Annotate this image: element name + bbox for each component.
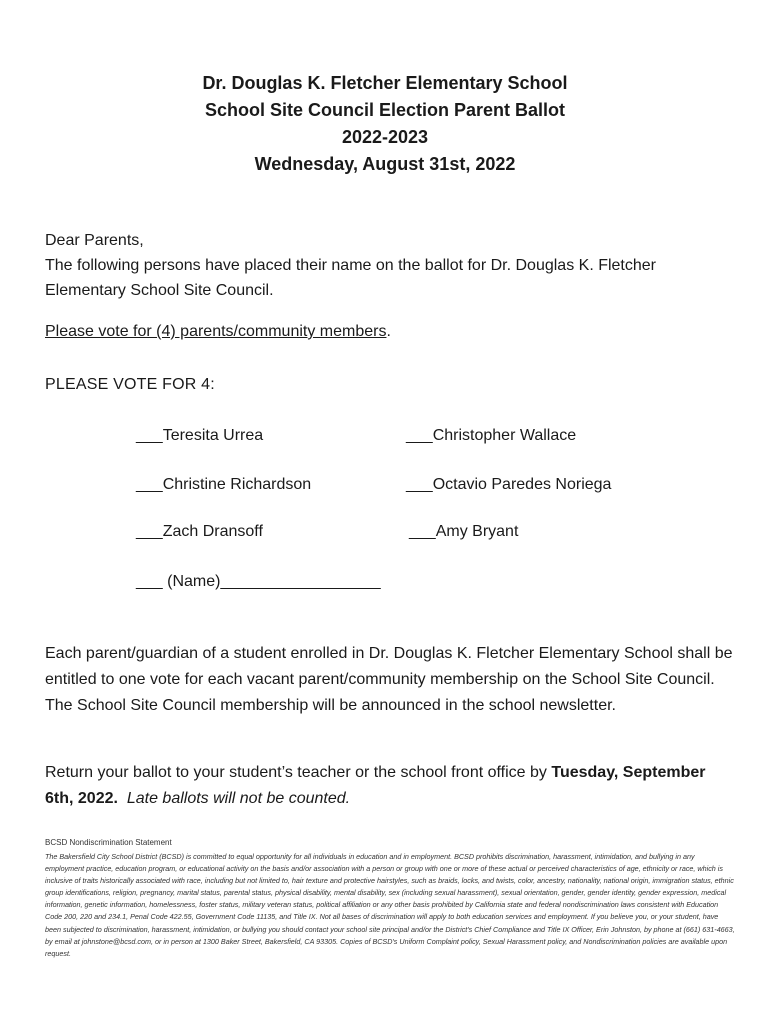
candidate-option[interactable]: ___Zach Dransoff (136, 523, 263, 540)
ballot-header (0, 70, 770, 178)
salutation: Dear Parents, (45, 232, 144, 249)
nondiscrimination-heading: BCSD Nondiscrimination Statement (45, 838, 172, 847)
candidate-option[interactable]: ___Christine Richardson (136, 476, 312, 493)
late-ballot-warning: Late ballots will not be counted. (126, 790, 351, 807)
return-deadline: Tuesday, September 6th, 2022. (45, 764, 706, 807)
vote-instruction-punct: . (386, 323, 391, 340)
ballot-title: School Site Council Election Parent Ballot (204, 100, 566, 120)
greeting-body: The following persons have placed their name on the ballot for Dr. Douglas K. Fletcher Elementary School Site Council. (45, 257, 656, 299)
candidate-option[interactable]: ___Christopher Wallace (406, 427, 577, 444)
eligibility-paragraph: Each parent/guardian of a student enrolled in Dr. Douglas K. Fletcher Elementary School shall be entitled to one vote for each vacant parent/community membership on the School Site Council. The School Site Council membership will be announced in the school newsletter. (45, 645, 733, 714)
candidate-option[interactable]: ___Amy Bryant (409, 523, 519, 540)
vote-count-label: PLEASE VOTE FOR 4: (45, 376, 215, 393)
return-text: Return your ballot to your student’s teacher or the school front office by (45, 764, 552, 781)
vote-instruction-text: Please vote for (4) parents/community members (45, 323, 387, 340)
vote-instruction (45, 323, 391, 341)
school-name: Dr. Douglas K. Fletcher Elementary School (202, 73, 568, 93)
candidate-option[interactable]: ___Teresita Urrea (136, 427, 264, 444)
write-in-candidate[interactable]: ___ (Name)__________________ (136, 573, 381, 590)
return-notice (45, 760, 735, 812)
candidate-option[interactable]: ___Octavio Paredes Noriega (406, 476, 612, 493)
school-year: 2022-2023 (341, 127, 429, 147)
nondiscrimination-body: The Bakersfield City School District (BCSD) is committed to equal opportunity for all individuals in education and in employment. BCSD prohibits discrimination, harassment, intimidation, and bullying in any employment practice, education program, or educational activity on the basis and/or association with a person or group with one or more of these actual or perceived characteristics of age, ethnicity or race, which is inclusive of traits historically associated with race, including but not limited to, hair texture and protective hairstyles, such as braids, locks, and twists, color, ancestry, nationality, national origin, immigration status, ethnic group identifications, religion, pregnancy, marital status, parental status, physical disability, mental disability, sex (including sexual harassment), sexual orientation, gender, gender identity, gender expression, medical information, genetic information, homelessness, foster status, military veteran status, political affiliation or any other basis prohibited by California state and federal nondiscrimination laws consistent with Education Code 200, 220 and 234.1, Penal Code 422.55, Government Code 11135, and Title IX. Not all bases of discrimination will apply to both education services and employment. If you believe you, or your student, have been subjected to discrimination, harassment, intimidation, or bullying you should contact your school site principal and/or the District's Chief Compliance and Title IX Officer, Erin Johnston, by phone at (661) 631-4663, by email at johnstone@bcsd.com, or in person at 1300 Baker Street, Bakersfield, CA 93305. Copies of BCSD's Uniform Complaint policy, Sexual Harassment policy, and Nondiscrimination policies are available upon request. (45, 852, 735, 958)
ballot-date: Wednesday, August 31st, 2022 (254, 154, 516, 174)
greeting (45, 228, 735, 303)
